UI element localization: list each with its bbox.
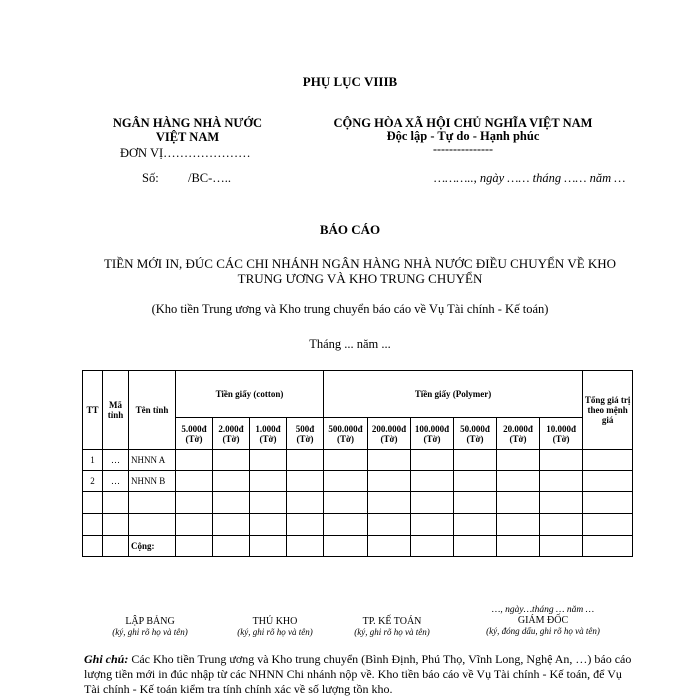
col-province-code-header: Mã tỉnh — [103, 371, 129, 450]
signature-note: (ký, ghi rõ họ và tên) — [237, 627, 313, 637]
denomination-header: 1.000đ (Tờ) — [250, 418, 287, 450]
col-province-name-header: Tên tỉnh — [129, 371, 176, 450]
footnote-text: Các Kho tiền Trung ương và Kho trung chuyển (Bình Định, Phú Thọ, Vĩnh Long, Nghệ An, …) báo cáo lượng tiền mới in đúc nhập từ các NHNN Chi nhánh nộp về. Kho tiền báo cáo về Vụ Tài chính - Kế toán, để Vụ Tài chính - Kế toán kiểm tra tính chính xác về số lượng tồn kho. — [84, 652, 632, 696]
signature-note: (ký, ghi rõ họ và tên) — [112, 627, 188, 637]
total-row — [83, 536, 633, 557]
org-line-1: NGÂN HÀNG NHÀ NƯỚC — [112, 116, 263, 130]
row-tt: 2 — [83, 471, 103, 492]
row-code: … — [103, 471, 129, 492]
polymer-group-header: Tiền giấy (Polymer) — [324, 371, 583, 418]
col-total-header: Tổng giá trị theo mệnh giá — [583, 371, 633, 450]
motto-rule: --------------- — [433, 142, 493, 156]
row-name: NHNN A — [129, 450, 176, 471]
unit-line: ĐƠN VỊ………………… — [120, 146, 251, 160]
national-title: CỘNG HÒA XÃ HỘI CHỦ NGHĨA VIỆT NAM — [333, 116, 593, 130]
signature-title: LẬP BẢNG — [125, 616, 175, 627]
report-scope-note: (Kho tiền Trung ương và Kho trung chuyển báo cáo về Vụ Tài chính - Kế toán) — [151, 302, 549, 316]
table-row — [83, 450, 633, 471]
signature-title: TP. KẾ TOÁN — [362, 616, 422, 627]
signature-note: (ký, ghi rõ họ và tên) — [354, 627, 430, 637]
signature-chief-accountant — [327, 616, 457, 637]
row-code: … — [103, 450, 129, 471]
table-row — [83, 492, 633, 514]
signature-title: THỦ KHO — [252, 616, 298, 627]
signature-title: GIÁM ĐỐC — [517, 615, 569, 626]
denomination-header: 500đ (Tờ) — [287, 418, 324, 450]
signature-note: (ký, đóng dấu, ghi rõ họ và tên) — [486, 626, 600, 636]
footnote — [84, 652, 639, 697]
report-subtitle: TIỀN MỚI IN, ĐÚC CÁC CHI NHÁNH NGÂN HÀNG NHÀ NƯỚC ĐIỀU CHUYỂN VỀ KHO TRUNG ƯƠNG VÀ KHO TRUNG CHUYỂN — [103, 256, 617, 286]
doc-number-label: Số: — [142, 171, 159, 185]
denomination-header: 100.000đ (Tờ) — [411, 418, 454, 450]
denomination-header: 500.000đ (Tờ) — [324, 418, 368, 450]
denomination-header: 50.000đ (Tờ) — [454, 418, 497, 450]
doc-number-value: /BC-….. — [188, 171, 232, 185]
signature-treasurer — [210, 616, 340, 637]
issuing-organization — [100, 116, 275, 144]
table-row — [83, 514, 633, 536]
report-period: Tháng ... năm ... — [309, 337, 391, 351]
denomination-header: 200.000đ (Tờ) — [368, 418, 411, 450]
row-tt: 1 — [83, 450, 103, 471]
denomination-header: 5.000đ (Tờ) — [176, 418, 213, 450]
report-title: BÁO CÁO — [319, 222, 381, 237]
col-tt-header: TT — [83, 371, 103, 450]
signature-preparer — [85, 616, 215, 637]
signature-director — [468, 605, 618, 636]
total-label: Cộng: — [129, 536, 176, 557]
cotton-group-header: Tiền giấy (cotton) — [176, 371, 324, 418]
report-table — [82, 370, 633, 557]
denomination-header: 2.000đ (Tờ) — [213, 418, 250, 450]
denomination-header: 20.000đ (Tờ) — [497, 418, 540, 450]
footnote-label: Ghi chú: — [84, 652, 129, 666]
national-motto: Độc lập - Tự do - Hạnh phúc — [386, 129, 540, 143]
appendix-title: PHỤ LỤC VIIIB — [302, 74, 398, 89]
place-date: ……….., ngày …… tháng …… năm … — [434, 171, 626, 185]
row-name: NHNN B — [129, 471, 176, 492]
denomination-header: 10.000đ (Tờ) — [540, 418, 583, 450]
signature-date: …, ngày…tháng … năm … — [491, 605, 595, 615]
table-row — [83, 471, 633, 492]
org-line-2: VIỆT NAM — [155, 130, 220, 144]
